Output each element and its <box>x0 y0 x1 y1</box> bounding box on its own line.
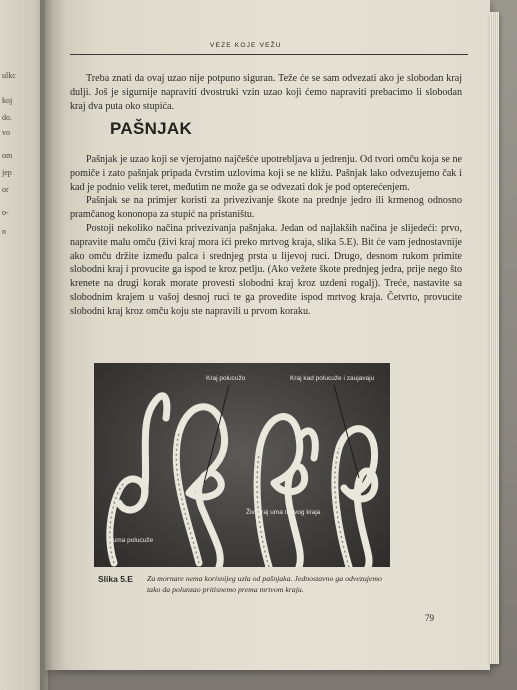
left-page-fragment: do. <box>2 113 12 122</box>
photo-label: Ćuma polucuže <box>108 537 154 544</box>
intro-paragraph <box>70 72 462 113</box>
photo-label: Živi kraj uma mrtvog kraja <box>246 509 321 516</box>
left-page-fragment: or <box>2 185 9 194</box>
running-head: VEZE KOJE VEŽU <box>210 42 282 49</box>
left-page-fragment: ulkc <box>2 71 16 80</box>
left-page-fragment: koj <box>2 96 13 105</box>
body-paragraph: Pašnjak se na primjer koristi za privezivanje škote na prednje jedro ili krmenog odnosno pramčanog kononopa za stupić na pristaništu. <box>70 195 462 221</box>
page-gutter-shadow <box>40 0 66 690</box>
left-page-fragment: jep <box>2 168 12 177</box>
left-page-fragment: o- <box>2 208 9 217</box>
body-paragraph: Pašnjak je uzao koji se vjerojatno najčešće upotrebljava u jedrenju. Od tvori omču koja se ne pomiče i zato pašnjak pripada čvrstim uzlovima koji se ne kližu. Pašnjak lako odvezujemo čak i kad je podnio velik teret, međutim ne može ga se odvezati dok je pod opterećenjem. <box>70 154 462 193</box>
figure-label: Slika 5.E <box>98 574 133 584</box>
left-page-fragment: n <box>2 227 6 236</box>
photo-label: Kraj polucužo <box>206 375 246 382</box>
section-heading: PAŠNJAK <box>110 119 193 138</box>
body-paragraph: Postoji nekoliko načina privezivanja pašnjaka. Jedan od najlakših načina je slijedeći: prvo, napravite malu omču (živi kraj mora ići preko mrtvog kraja, slika 5.E). Bit će vam jednostavnije ako omču držite između palca i srednjeg prsta u lijevoj ruci. Drugo, desnom rukom primite slobodni kraj i provucite ga ispod te kroz petlju. (Ako vežete škote prednjeg jedra, prije nego što krenete na drugi korak morate provesti slobodni kraj kroz uzdeni rogalj). Treće, nastavite sa slobodnim krajem u vašoj desnoj ruci te ga provedite ispod mrtvog kraja. Četvrto, provucite slobodni kraj kroz omču koju ste napravili u prvom koraku. <box>70 222 462 317</box>
photo-label: Kraj kad polucuže i zaujavaju <box>290 375 375 382</box>
rope-strand <box>110 479 145 563</box>
intro-text: Treba znati da ovaj uzao nije potpuno siguran. Teže će se sam odvezati ako je slobodan kraj dulji. Još je sigurnije napraviti dvostruki vzin uzao koji ćemo napraviti prebacimo li slobodan kraj dva puta oko stupića. <box>70 73 462 112</box>
header-rule <box>70 54 468 55</box>
rope-strand <box>144 396 167 498</box>
knot-photo <box>94 363 390 567</box>
page-stack-edge <box>490 12 499 664</box>
left-page-fragment: om <box>2 151 13 160</box>
body-text <box>70 153 462 319</box>
page-number: 79 <box>425 613 434 623</box>
left-page-fragment: vo <box>2 128 10 137</box>
figure-caption: Za mornare nema korisnijeg uzla od pašnjaka. Jednostavno ga odvezujemo tako da polunzao pritisnemo prema mrtvom kraju. <box>147 574 382 594</box>
